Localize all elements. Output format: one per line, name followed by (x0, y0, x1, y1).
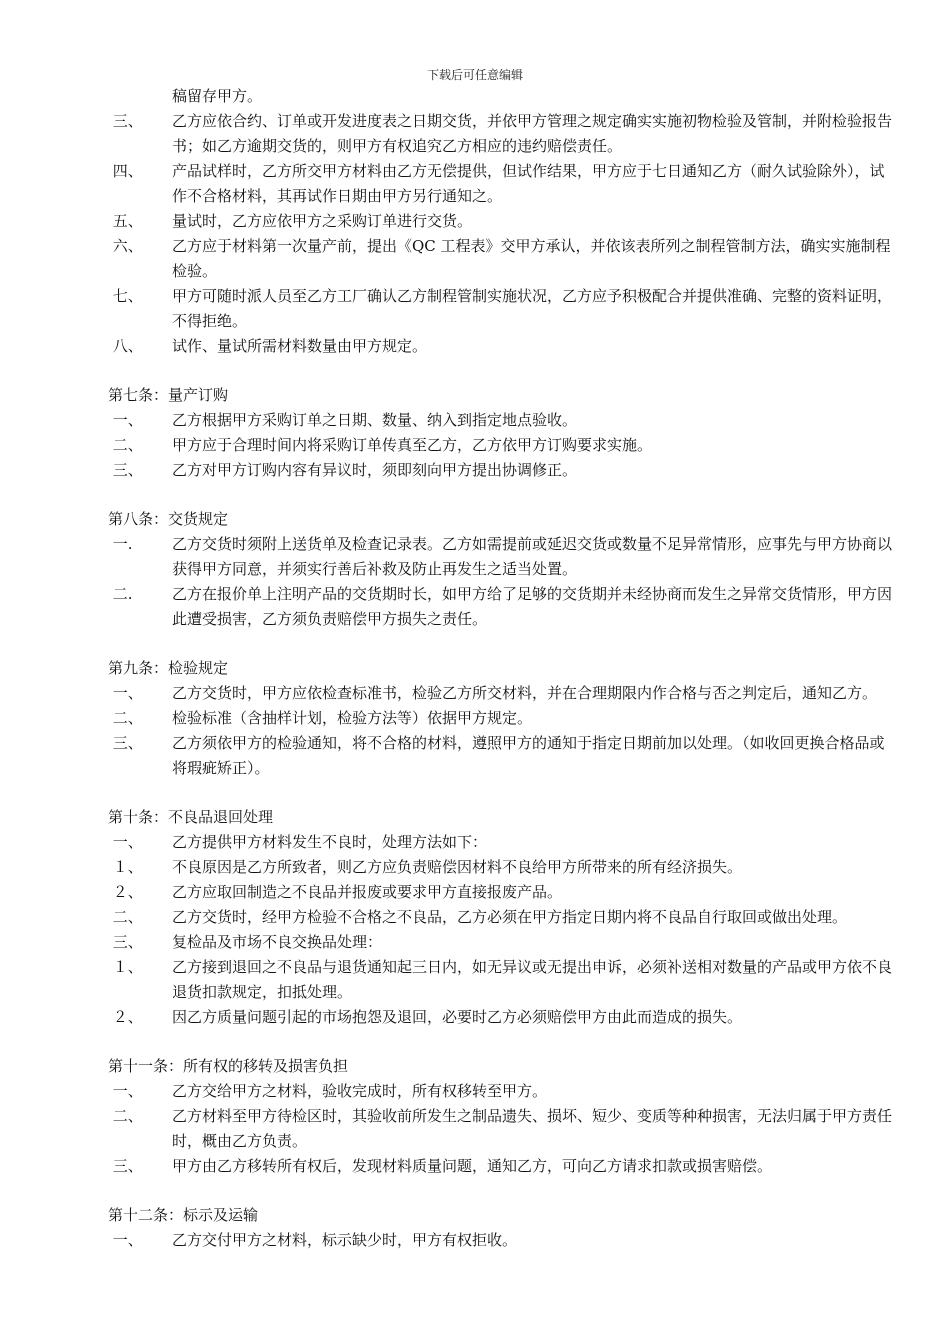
clause-item (108, 830, 898, 855)
clause-item (108, 159, 898, 209)
clause-number: 二、 (108, 709, 143, 727)
clause-text: 乙方交货时须附上送货单及检查记录表。乙方如需提前或延迟交货或数量不足异常情形，应事先与甲方协商以获得甲方同意，并须实行善后补救及防止再发生之适当处置。 (172, 535, 893, 578)
clause-number: 三、 (108, 461, 143, 479)
clause-text: 复检品及市场不良交换品处理： (172, 933, 383, 951)
clause-number: 二、 (108, 908, 143, 926)
clause-item (108, 681, 898, 706)
clause-item (108, 955, 898, 1005)
clause-text: 不良原因是乙方所致者，则乙方应负责赔偿因材料不良给甲方所带来的所有经济损失。 (172, 858, 743, 876)
clause-item (108, 408, 898, 433)
clause-number: 一、 (108, 684, 143, 702)
clause-number: 一. (108, 535, 133, 553)
intro-clause-list (108, 109, 898, 359)
clause-text: 乙方应于材料第一次量产前，提出《QC 工程表》交甲方承认，并依该表所列之制程管制方法，确实实施制程检验。 (172, 237, 891, 280)
clause-item (108, 1104, 898, 1154)
intro-continuation: 稿留存甲方。 (172, 87, 263, 105)
clause-item (108, 1079, 898, 1104)
clause-number: １、 (108, 858, 143, 876)
clause-text: 乙方应依合约、订单或开发进度表之日期交货，并依甲方管理之规定确实实施初物检验及管制，并附检验报告书；如乙方逾期交货的，则甲方有权追究乙方相应的违约赔偿责任。 (172, 112, 893, 155)
clause-item (108, 334, 898, 359)
clause-item (108, 855, 898, 880)
clause-item (108, 234, 898, 284)
clause-text: 检验标准（含抽样计划，检验方法等）依据甲方规定。 (172, 709, 533, 727)
clause-text: 乙方对甲方订购内容有异议时，须即刻向甲方提出协调修正。 (172, 461, 578, 479)
clause-text: 乙方在报价单上注明产品的交货期时长，如甲方给了足够的交货期并未经协商而发生之异常交货情形，甲方因此遭受损害，乙方须负责赔偿甲方损失之责任。 (172, 585, 893, 628)
clause-item (108, 209, 898, 234)
clause-number: １、 (108, 958, 143, 976)
article-section (108, 507, 898, 632)
article-heading: 第十二条：标示及运输 (108, 1206, 259, 1224)
clause-item (108, 458, 898, 483)
clause-item (108, 1228, 898, 1253)
clause-number: 一、 (108, 411, 143, 429)
clause-item (108, 706, 898, 731)
clause-text: 产品试样时，乙方所交甲方材料由乙方无偿提供，但试作结果，甲方应于七日通知乙方（耐久试验除外），试作不合格材料，其再试作日期由甲方另行通知之。 (172, 162, 885, 205)
clause-text: 甲方应于合理时间内将采购订单传真至乙方，乙方依甲方订购要求实施。 (172, 436, 653, 454)
clause-text: 甲方由乙方移转所有权后，发现材料质量问题，通知乙方，可向乙方请求扣款或损害赔偿。 (172, 1157, 773, 1175)
clause-item (108, 284, 898, 334)
clause-number: 三、 (108, 734, 143, 752)
article-heading: 第十一条：所有权的移转及损害负担 (108, 1057, 349, 1075)
clause-text: 乙方应取回制造之不良品并报废或要求甲方直接报废产品。 (172, 883, 563, 901)
clause-number: 八、 (108, 337, 143, 355)
clause-text: 量试时，乙方应依甲方之采购订单进行交货。 (172, 212, 473, 230)
clause-item (108, 930, 898, 955)
clause-text: 乙方根据甲方采购订单之日期、数量、纳入到指定地点验收。 (172, 411, 578, 429)
article-heading: 第九条：检验规定 (108, 659, 229, 677)
article-sections (108, 383, 898, 1253)
clause-number: 四、 (108, 162, 143, 180)
clause-number: 二. (108, 585, 133, 603)
article-heading: 第七条：量产订购 (108, 386, 229, 404)
clause-number: ２、 (108, 883, 143, 901)
article-section (108, 805, 898, 1030)
clause-item (108, 731, 898, 781)
article-section (108, 1054, 898, 1179)
clause-item (108, 1005, 898, 1030)
clause-number: ２、 (108, 1008, 143, 1026)
clause-number: 五、 (108, 212, 143, 230)
article-section (108, 1203, 898, 1253)
clause-number: 一、 (108, 1082, 143, 1100)
clause-text: 乙方交给甲方之材料，验收完成时，所有权移转至甲方。 (172, 1082, 548, 1100)
article-heading: 第十条：不良品退回处理 (108, 808, 274, 826)
clause-item (108, 880, 898, 905)
clause-item (108, 109, 898, 159)
clause-text: 因乙方质量问题引起的市场抱怨及退回，必要时乙方必须赔偿甲方由此而造成的损失。 (172, 1008, 743, 1026)
clause-number: 一、 (108, 1231, 143, 1249)
page-header: 下载后可任意编辑 (426, 68, 523, 82)
clause-number: 三、 (108, 933, 143, 951)
clause-number: 二、 (108, 1107, 143, 1125)
clause-text: 甲方可随时派人员至乙方工厂确认乙方制程管制实施状况，乙方应予积极配合并提供准确、完整的资料证明，不得拒绝。 (172, 287, 893, 330)
clause-text: 乙方交付甲方之材料，标示缺少时，甲方有权拒收。 (172, 1231, 518, 1249)
clause-number: 七、 (108, 287, 143, 305)
clause-number: 一、 (108, 833, 143, 851)
clause-item (108, 582, 898, 632)
article-section (108, 383, 898, 483)
clause-text: 乙方交货时，经甲方检验不合格之不良品，乙方必须在甲方指定日期内将不良品自行取回或做出处理。 (172, 908, 848, 926)
article-heading: 第八条：交货规定 (108, 510, 229, 528)
clause-number: 三、 (108, 1157, 143, 1175)
clause-item (108, 905, 898, 930)
clause-text: 乙方接到退回之不良品与退货通知起三日内，如无异议或无提出申诉，必须补送相对数量的产品或甲方依不良退货扣款规定，扣抵处理。 (172, 958, 893, 1001)
document-body (108, 84, 898, 1253)
clause-text: 乙方须依甲方的检验通知，将不合格的材料，遵照甲方的通知于指定日期前加以处理。（如收回更换合格品或将瑕疵矫正）。 (172, 734, 885, 777)
clause-item (108, 532, 898, 582)
clause-text: 乙方交货时，甲方应依检查标准书，检验乙方所交材料，并在合理期限内作合格与否之判定后，通知乙方。 (172, 684, 878, 702)
clause-text: 试作、量试所需材料数量由甲方规定。 (172, 337, 428, 355)
clause-item (108, 1154, 898, 1179)
clause-number: 六、 (108, 237, 143, 255)
clause-number: 三、 (108, 112, 143, 130)
clause-text: 乙方材料至甲方待检区时，其验收前所发生之制品遗失、损坏、短少、变质等种种损害，无法归属于甲方责任时，概由乙方负责。 (172, 1107, 893, 1150)
clause-item (108, 433, 898, 458)
clause-number: 二、 (108, 436, 143, 454)
article-section (108, 656, 898, 781)
clause-text: 乙方提供甲方材料发生不良时，处理方法如下： (172, 833, 488, 851)
